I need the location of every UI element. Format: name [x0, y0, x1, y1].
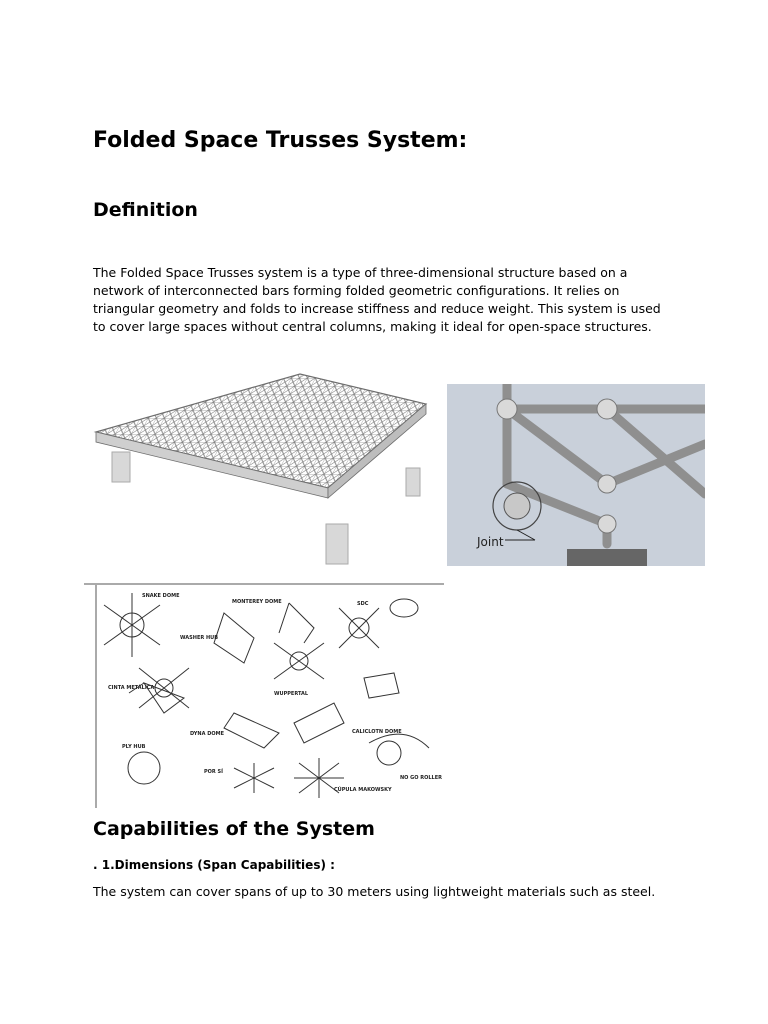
label-no-go-roller: NO GO ROLLER — [400, 775, 443, 781]
definition-heading: Definition — [93, 199, 198, 221]
joint-detail-illustration — [447, 384, 705, 566]
label-snake-dome: SNAKE DOME — [142, 593, 180, 599]
capabilities-paragraph: The system can cover spans of up to 30 meters using lightweight materials such as steel. — [93, 884, 656, 899]
space-truss-grid-illustration — [88, 370, 434, 570]
joint-detail-image — [447, 384, 705, 566]
label-washer-hub: WASHER HUB — [180, 635, 219, 641]
definition-paragraph: The Folded Space Trusses system is a type of three-dimensional structure based on a network of interconnected bars forming folded geometric configurations. It relies on triangular geometry and folds to increase stiffness and reduce weight. This system is used to cover large spaces without central columns, making it ideal for open-space structures. — [93, 265, 661, 334]
dimensions-subheading: . 1.Dimensions (Span Capabilities) : — [93, 858, 335, 872]
space-truss-grid-image — [88, 370, 434, 570]
connector-types-illustration — [84, 583, 444, 808]
label-wuppertal: WUPPERTAL — [274, 691, 309, 697]
joint-label: Joint — [477, 535, 504, 549]
capabilities-heading: Capabilities of the System — [93, 818, 375, 840]
label-monterey-dome: MONTEREY DOME — [232, 599, 282, 605]
label-caliclotn-dome: CALICLOTN DOME — [352, 729, 402, 735]
label-sdc: SDC — [357, 601, 369, 607]
label-ply-hub: PLY HUB — [122, 744, 146, 750]
label-cinta-metalica: CINTA METÁLICA — [108, 685, 155, 691]
connector-types-image — [84, 583, 444, 808]
page-title: Folded Space Trusses System: — [93, 128, 468, 153]
label-por-si: POR SÍ — [204, 769, 223, 775]
label-dynadome: DYNA DOME — [190, 731, 224, 737]
label-copula-makowsky: CÚPULA MAKOWSKY — [334, 787, 392, 793]
